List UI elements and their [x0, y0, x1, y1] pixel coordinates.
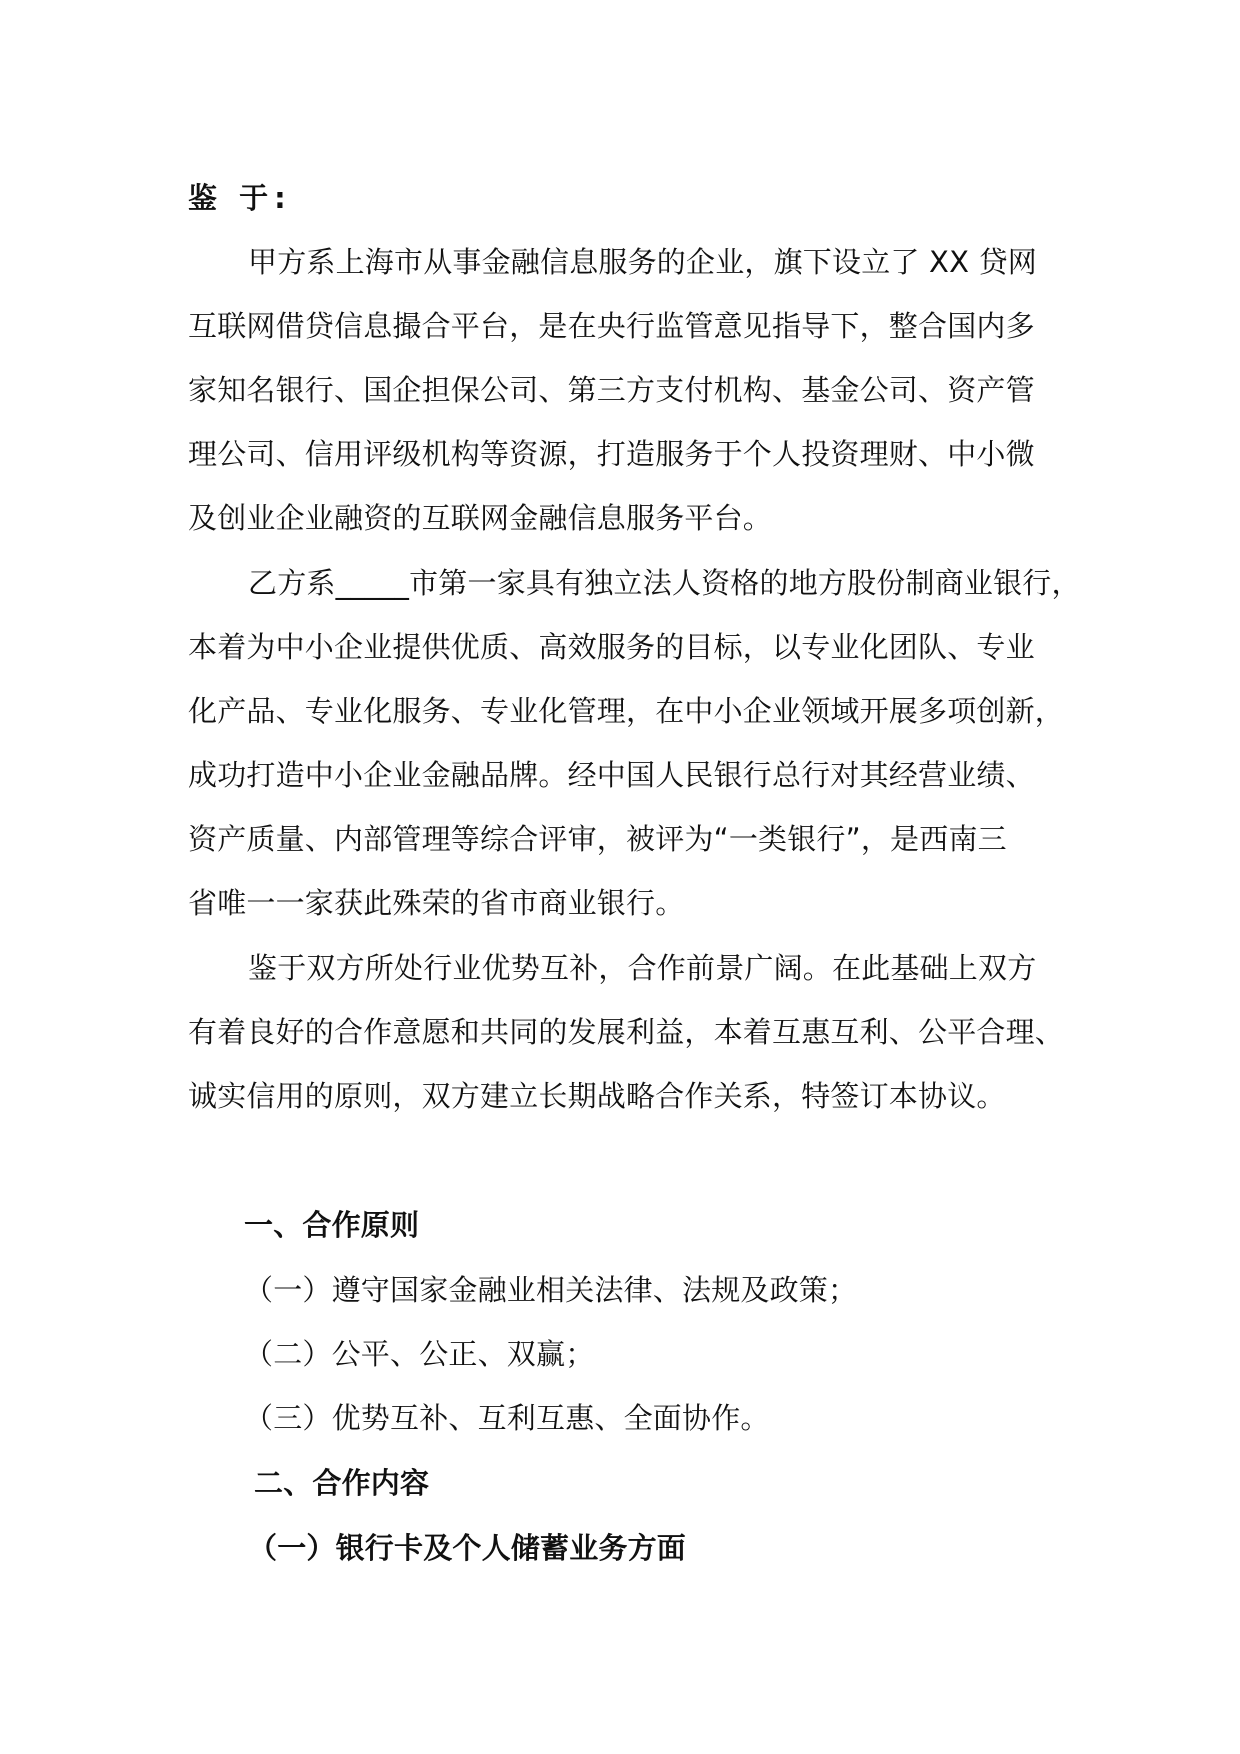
- paragraph-2-line-6: 省唯一一家获此殊荣的省市商业银行。: [188, 886, 685, 920]
- section-1-item-2: （二）公平、公正、双赢；: [244, 1337, 595, 1371]
- paragraph-1-line-5: 及创业企业融资的互联网金融信息服务平台。: [188, 501, 773, 535]
- paragraph-1-line-3: 家知名银行、国企担保公司、第三方支付机构、基金公司、资产管: [188, 373, 1035, 407]
- paragraph-2-line-1: 乙方系_____市第一家具有独立法人资格的地方股份制商业银行，: [248, 566, 1081, 600]
- section-2-subtitle: （一）银行卡及个人储蓄业务方面: [248, 1531, 687, 1565]
- paragraph-2-line-4: 成功打造中小企业金融品牌。经中国人民银行总行对其经营业绩、: [188, 758, 1035, 792]
- paragraph-3-line-3: 诚实信用的原则，双方建立长期战略合作关系，特签订本协议。: [188, 1079, 1006, 1113]
- section-1-item-3: （三）优势互补、互利互惠、全面协作。: [244, 1401, 770, 1435]
- paragraph-2-line-5: 资产质量、内部管理等综合评审，被评为“一类银行”，是西南三: [188, 822, 1007, 856]
- paragraph-1-line-4: 理公司、信用评级机构等资源，打造服务于个人投资理财、中小微: [188, 437, 1035, 471]
- section-1-item-1: （一）遵守国家金融业相关法律、法规及政策；: [244, 1273, 858, 1307]
- section-2-title: 二、合作内容: [254, 1466, 430, 1500]
- paragraph-3-line-1: 鉴于双方所处行业优势互补，合作前景广阔。在此基础上双方: [248, 951, 1037, 985]
- paragraph-1-line-2: 互联网借贷信息撮合平台，是在央行监管意见指导下，整合国内多: [188, 309, 1035, 343]
- paragraph-3-line-2: 有着良好的合作意愿和共同的发展利益，本着互惠互利、公平合理、: [188, 1015, 1065, 1049]
- paragraph-2-line-3: 化产品、专业化服务、专业化管理，在中小企业领域开展多项创新，: [188, 694, 1065, 728]
- paragraph-1-line-1: 甲方系上海市从事金融信息服务的企业，旗下设立了 XX 贷网: [248, 245, 1037, 279]
- whereas-heading: 鉴 于:: [188, 181, 292, 215]
- paragraph-2-line-2: 本着为中小企业提供优质、高效服务的目标，以专业化团队、专业: [188, 630, 1035, 664]
- section-1-title: 一、合作原则: [244, 1208, 420, 1242]
